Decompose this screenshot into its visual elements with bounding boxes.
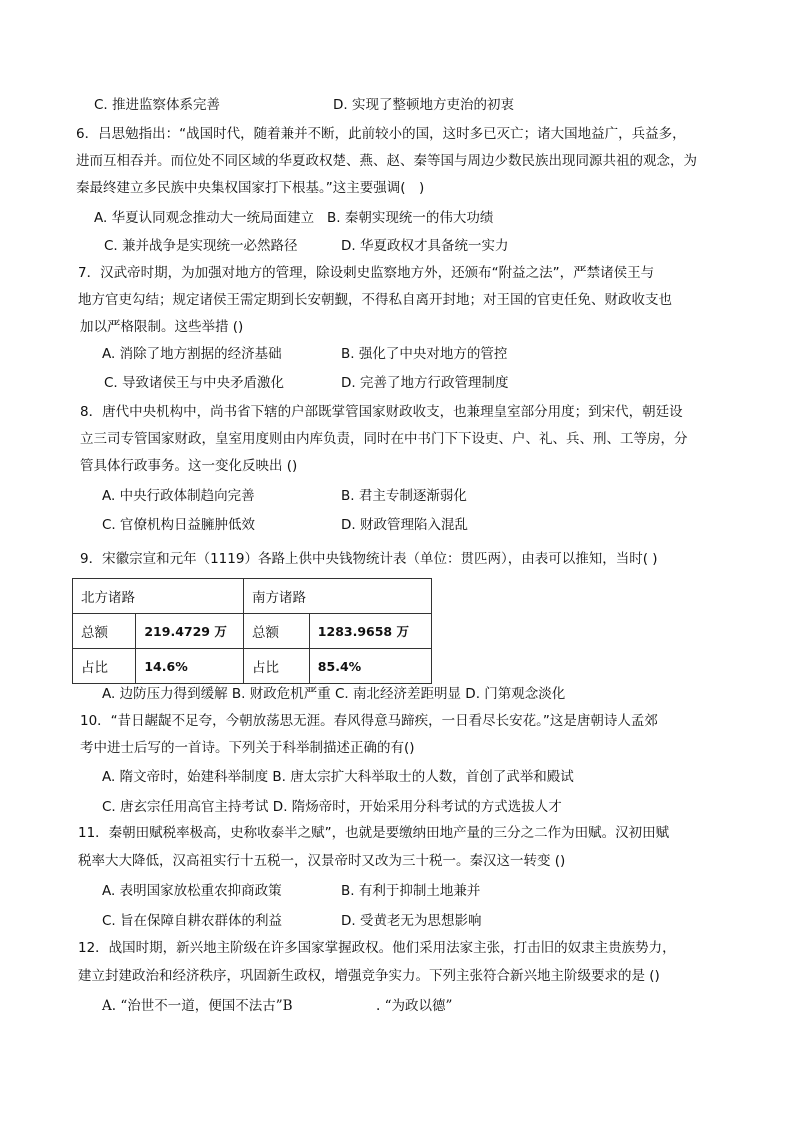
q9-options-line: A. 边防压力得到缓解 B. 财政危机严重 C. 南北经济差距明显 D. 门第观念淡化 [102,686,566,702]
q12-option-b: . “为政以德” [376,998,453,1014]
q8-stem-line-2: 立三司专管国家财政，皇室用度则由内库负责，同时在中书门下下设吏、户、礼、兵、刑、工等房，分 [80,431,688,447]
table-header-row [73,579,432,614]
q8-option-d: D. 财政管理陷入混乱 [341,517,468,533]
q6-option-d: D. 华夏政权才具备统一实力 [341,238,509,254]
q10-stem-line-2: 考中进士后写的一首诗。下列关于科举制描述正确的有() [80,740,415,756]
q7-stem-line-2: 地方官吏勾结；规定诸侯王需定期到长安朝觐，不得私自离开封地；对王国的官吏任免、财政收支也 [78,292,672,308]
q5-option-d: D. 实现了整顿地方吏治的初衷 [333,97,514,113]
q7-stem-line-1: 7．汉武帝时期，为加强对地方的管理，除设刺史监察地方外，还颁布“附益之法”，严禁诸侯王与 [78,265,655,281]
q5-options-row [0,95,793,115]
q12-option-a: A. “治世不一道，便国不法古”B [102,998,293,1014]
q6-stem-line-1: 6．吕思勉指出：“战国时代，随着兼并不断，此前较小的国，这时多已灭亡；诸大国地益广，兵益多， [76,126,686,142]
north-ratio-label: 占比 [73,649,136,684]
table-row [73,649,432,684]
q8-options-row-2 [0,515,793,535]
q7-option-a: A. 消除了地方割据的经济基础 [102,346,282,362]
q8-option-c: C. 官僚机构日益臃肿低效 [102,517,256,533]
q7-option-c: C. 导致诸侯王与中央矛盾激化 [104,375,285,391]
q7-option-b: B. 强化了中央对地方的管控 [341,346,508,362]
q6-stem-line-3: 秦最终建立多民族中央集权国家打下根基。”这主要强调( ) [76,180,425,196]
q6-options-row-1 [0,208,793,228]
q11-option-b: B. 有利于抑制土地兼并 [341,883,481,899]
q12-stem-line-2: 建立封建政治和经济秩序，巩固新生政权，增强竞争实力。下列主张符合新兴地主阶级要求的是 () [78,968,660,984]
q10-options-line-2: C. 唐玄宗任用高官主持考试 D. 隋炀帝时，开始采用分科考试的方式选拔人才 [102,799,562,815]
q11-option-c: C. 旨在保障自耕农群体的利益 [102,913,283,929]
q10-stem-line-1: 10．“昔日龌龊不足夸，今朝放荡思无涯。春风得意马蹄疾，一日看尽长安花。”这是唐朝诗人孟郊 [80,713,658,729]
south-ratio-value: 85.4% [309,649,431,684]
q7-options-row-1 [0,344,793,364]
south-ratio-label: 占比 [244,649,310,684]
q6-option-a: A. 华夏认同观念推动大一统局面建立 [94,210,315,226]
north-total-value: 219.4729 万 [136,614,244,649]
south-total-value: 1283.9658 万 [309,614,431,649]
q11-stem-line-1: 11．秦朝田赋税率极高，史称收泰半之赋”，也就是要缴纳田地产量的三分之二作为田赋。汉初田赋 [78,825,670,841]
q5-option-c: C. 推进监察体系完善 [94,97,221,113]
q6-option-b: B. 秦朝实现统一的伟大功绩 [327,210,494,226]
q7-stem-line-3: 加以严格限制。这些举措 () [80,319,244,335]
q12-stem-line-1: 12．战国时期，新兴地主阶级在许多国家掌握政权。他们采用法家主张，打击旧的奴隶主贵族势力， [78,940,676,956]
q8-options-row-1 [0,486,793,506]
q6-stem-line-2: 进而互相吞并。而位处不同区域的华夏政权楚、燕、赵、秦等国与周边少数民族出现同源共祖的观念，为 [76,153,697,169]
south-header-cell: 南方诸路 [244,579,432,614]
table-row [73,614,432,649]
q10-options-line-1: A. 隋文帝时，始建科举制度 B. 唐太宗扩大科举取士的人数，首创了武举和殿试 [102,769,574,785]
q11-stem-line-2: 税率大大降低，汉高祖实行十五税一，汉景帝时又改为三十税一。秦汉这一转变 () [78,853,566,869]
q12-options-row [0,996,793,1016]
q9-stats-table [72,578,432,684]
north-header-cell: 北方诸路 [73,579,244,614]
q7-options-row-2 [0,373,793,393]
q6-options-row-2 [0,236,793,256]
north-total-label: 总额 [73,614,136,649]
north-ratio-value: 14.6% [136,649,244,684]
q11-options-row-1 [0,881,793,901]
q11-option-a: A. 表明国家放松重农抑商政策 [102,883,282,899]
q8-stem-line-3: 管具体行政事务。这一变化反映出 () [80,458,298,474]
q8-option-b: B. 君主专制逐渐弱化 [341,488,467,504]
q6-option-c: C. 兼并战争是实现统一必然路径 [104,238,298,254]
q7-option-d: D. 完善了地方行政管理制度 [341,375,509,391]
south-total-label: 总额 [244,614,310,649]
q11-options-row-2 [0,911,793,931]
q8-option-a: A. 中央行政体制趋向完善 [102,488,255,504]
q8-stem-line-1: 8．唐代中央机构中，尚书省下辖的户部既掌管国家财政收支，也兼理皇室部分用度；到宋代，朝廷设 [80,404,683,420]
q9-stem: 9．宋徽宗宣和元年（1119）各路上供中央钱物统计表（单位：贯匹两），由表可以推知，当时( ) [80,551,658,567]
q11-option-d: D. 受黄老无为思想影响 [341,913,482,929]
